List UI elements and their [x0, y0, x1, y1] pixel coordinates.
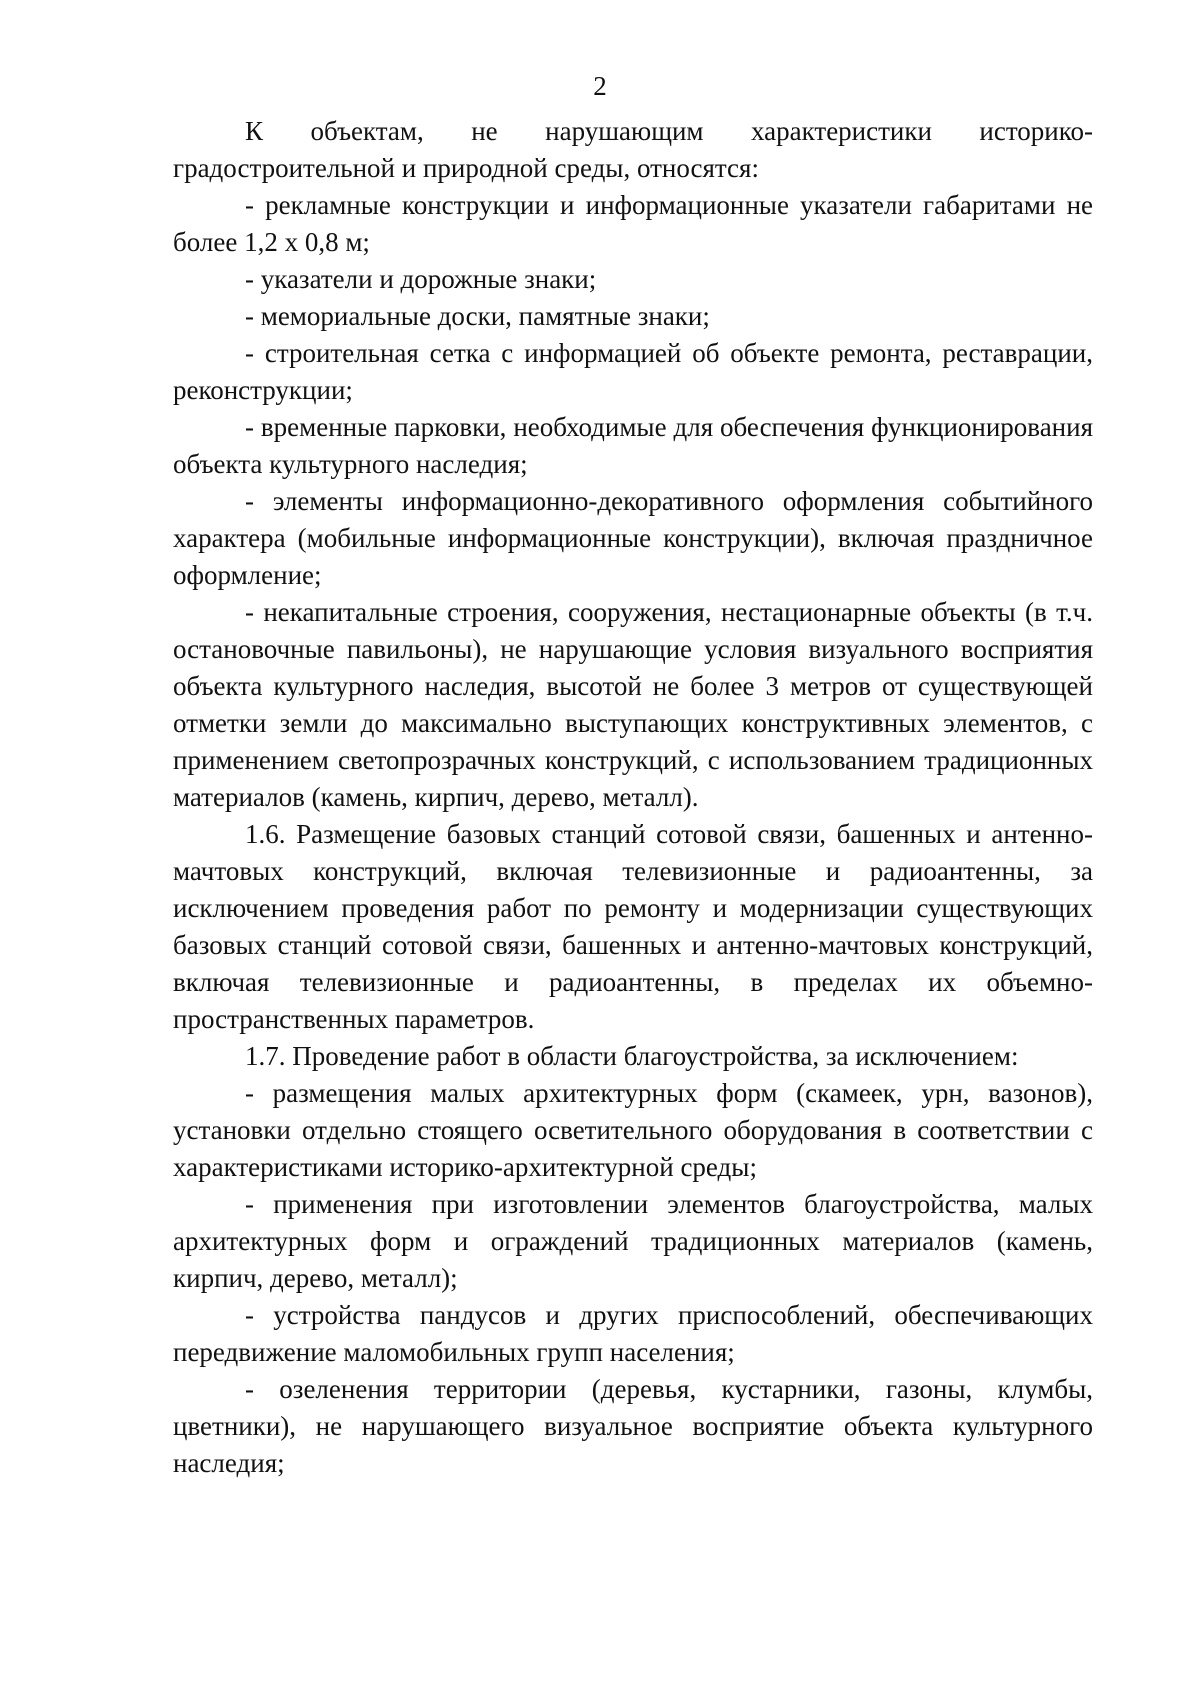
- list-item-advertising: - рекламные конструкции и информационные указатели габаритами не более 1,2 х 0,8 м;: [173, 190, 1093, 257]
- list-item-non-capital-structures: - некапитальные строения, сооружения, нестационарные объекты (в т.ч. остановочные павильоны), не нарушающие условия визуального восприятия объекта культурного наследия, высотой не более 3 метров от существующей отметки земли до максимально выступающих конструктивных элементов, с применением светопрозрачных конструкций, с использованием традиционных материалов (камень, кирпич, дерево, металл).: [173, 597, 1093, 812]
- list-item-ramps: - устройства пандусов и других приспособлений, обеспечивающих передвижение маломобильных групп населения;: [173, 1300, 1093, 1367]
- list-item-road-signs: - указатели и дорожные знаки;: [245, 264, 597, 294]
- list-item-traditional-materials: - применения при изготовлении элементов благоустройства, малых архитектурных форм и ограждений традиционных материалов (камень, кирпич, дерево, металл);: [173, 1189, 1093, 1293]
- list-item-memorial-plaques: - мемориальные доски, памятные знаки;: [245, 301, 710, 331]
- paragraph-intro: К объектам, не нарушающим характеристики историко-градостроительной и природной среды, относятся:: [173, 116, 1093, 183]
- list-item-landscaping: - озеленения территории (деревья, кустарники, газоны, клумбы, цветники), не нарушающего визуальное восприятие объекта культурного наследия;: [173, 1374, 1093, 1478]
- list-item-temporary-parking: - временные парковки, необходимые для обеспечения функционирования объекта культурного наследия;: [173, 412, 1093, 479]
- section-1-7: 1.7. Проведение работ в области благоустройства, за исключением:: [245, 1041, 1019, 1071]
- list-item-decorative-elements: - элементы информационно-декоративного оформления событийного характера (мобильные информационные конструкции), включая праздничное оформление;: [173, 486, 1093, 590]
- list-item-construction-mesh: - строительная сетка с информацией об объекте ремонта, реставрации, реконструкции;: [173, 338, 1093, 405]
- list-item-small-architectural-forms: - размещения малых архитектурных форм (скамеек, урн, вазонов), установки отдельно стоящего осветительного оборудования в соответствии с характеристиками историко-архитектурной среды;: [173, 1078, 1093, 1182]
- page-number: 2: [593, 71, 607, 101]
- document-body: [173, 113, 1093, 1482]
- section-1-6: 1.6. Размещение базовых станций сотовой связи, башенных и антенно-мачтовых конструкций, включая телевизионные и радиоантенны, за исключением проведения работ по ремонту и модернизации существующих базовых станций сотовой связи, башенных и антенно-мачтовых конструкций, включая телевизионные и радиоантенны, в пределах их объемно-пространственных параметров.: [173, 819, 1093, 1034]
